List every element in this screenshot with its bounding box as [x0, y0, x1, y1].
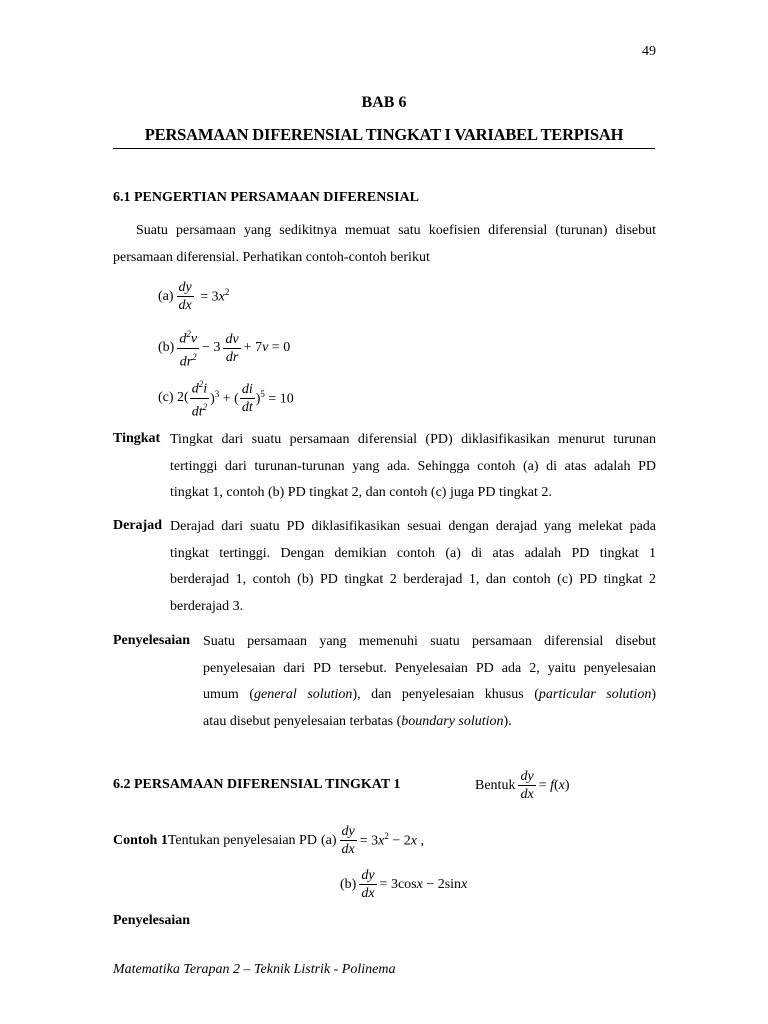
section-heading-6-1: 6.1 PENGERTIAN PERSAMAAN DIFERENSIAL [113, 190, 419, 205]
tingkat-line-3: tingkat 1, contoh (b) PD tingkat 2, dan contoh (c) juga PD tingkat 2. [170, 485, 552, 500]
definition-body-penyelesaian [203, 629, 656, 735]
example-b-label: (b) [158, 340, 175, 356]
intro-line-1: Suatu persamaan yang sedikitnya memuat satu koefisien diferensial (turunan) disebut [136, 223, 656, 238]
example-c-label: (c) [158, 390, 174, 406]
example-1-row: Contoh 1 Tentukan penyelesaian PD (a) $\frac{dy}{dx}$ = $3x^2 - 2x$ , [113, 824, 424, 857]
intro-line-2: persamaan diferensial. Perhatikan contoh-contoh berikut [113, 250, 430, 265]
penyelesaian-line-4: atau disebut penyelesaian terbatas (boundary solution). [203, 713, 512, 729]
example-1-label: Contoh 1 [113, 832, 168, 848]
example-equation-a: (a) $\frac{dy}{dx}$ = $3x^2$ [158, 280, 230, 313]
page-footer: Matematika Terapan 2 – Teknik Listrik - Polinema [113, 962, 396, 977]
fraction-di-dt: $\frac{di}{dt}$ [241, 381, 253, 415]
example-equation-c: (c) 2( $\frac{d^2i}{dt^2}$ )$^3$ + ( $\frac{di}{dt}$ )$^5$ = 10 [158, 376, 294, 420]
derajad-line-2: tingkat tertinggi. Dengan demikian contoh (a) di atas adalah PD tingkat 1 [170, 545, 656, 561]
definition-body-derajad [170, 514, 656, 620]
derajad-line-3: berderajad 1, contoh (b) PD tingkat 2 berderajad 1, dan contoh (c) PD tingkat 2 [170, 572, 656, 587]
example-equation-b: (b) $\frac{d^2v}{dr^2}$ − 3 $\frac{dv}{dr}$ + 7v = 0 [158, 326, 290, 370]
penyelesaian-line-1: Suatu persamaan yang memenuhi suatu persamaan diferensial disebut [203, 634, 656, 649]
penyelesaian-line-2: penyelesaian dari PD tersebut. Penyelesaian PD ada 2, yaitu penyelesaian [203, 660, 656, 676]
penyelesaian-line-3: umum (general solution), dan penyelesaian khusus (particular solution) [203, 687, 656, 702]
fraction-d2i-dt2: $\frac{d^2i}{dt^2}$ [190, 376, 209, 420]
example-1-text: Tentukan penyelesaian PD [167, 832, 317, 848]
chapter-title: PERSAMAAN DIFERENSIAL TINGKAT I VARIABEL TERPISAH [144, 125, 624, 144]
fraction-dy-dx-ex1a: $\frac{dy}{dx}$ [341, 824, 355, 857]
title-underline [113, 148, 655, 149]
solution-heading: Penyelesaian [113, 913, 190, 928]
definition-body-tingkat [170, 427, 656, 507]
example-a-label: (a) [158, 288, 174, 304]
section-heading-6-2: 6.2 PERSAMAAN DIFERENSIAL TINGKAT 1 [113, 777, 401, 792]
fraction-d2v-dr2: $\frac{d^2v}{dr^2}$ [177, 326, 199, 370]
fraction-dy-dx-form: $\frac{dy}{dx}$ [520, 769, 534, 802]
definition-term-penyelesaian: Penyelesaian [113, 633, 190, 648]
fraction-dv-dr: $\frac{dv}{dr}$ [225, 331, 239, 365]
chapter-label: BAB 6 [361, 94, 407, 111]
form-equation: Bentuk $\frac{dy}{dx}$ = f(x) [475, 769, 570, 802]
example-1-b-label: (b) [340, 876, 357, 892]
page-number: 49 [642, 44, 656, 59]
derajad-line-1: Derajad dari suatu PD diklasifikasikan sesuai dengan derajad yang melekat pada [170, 519, 656, 534]
tingkat-line-1: Tingkat dari suatu persamaan diferensial (PD) diklasifikasikan menurut turunan [170, 432, 656, 447]
form-label: Bentuk [475, 777, 516, 793]
example-1-b-row: (b) $\frac{dy}{dx}$ = 3cosx − 2sinx [340, 868, 468, 901]
derajad-line-4: berderajad 3. [170, 598, 244, 614]
fraction-dy-dx-ex1b: $\frac{dy}{dx}$ [361, 868, 375, 901]
fraction-dy-dx: $\frac{dy}{dx}$ [178, 280, 192, 313]
tingkat-line-2: tertinggi dari turunan-turunan yang ada. Sehingga contoh (a) di atas adalah PD [170, 458, 656, 474]
definition-term-derajad: Derajad [113, 518, 162, 533]
definition-term-tingkat: Tingkat [113, 431, 161, 446]
example-1-a-label: (a) [320, 832, 337, 848]
